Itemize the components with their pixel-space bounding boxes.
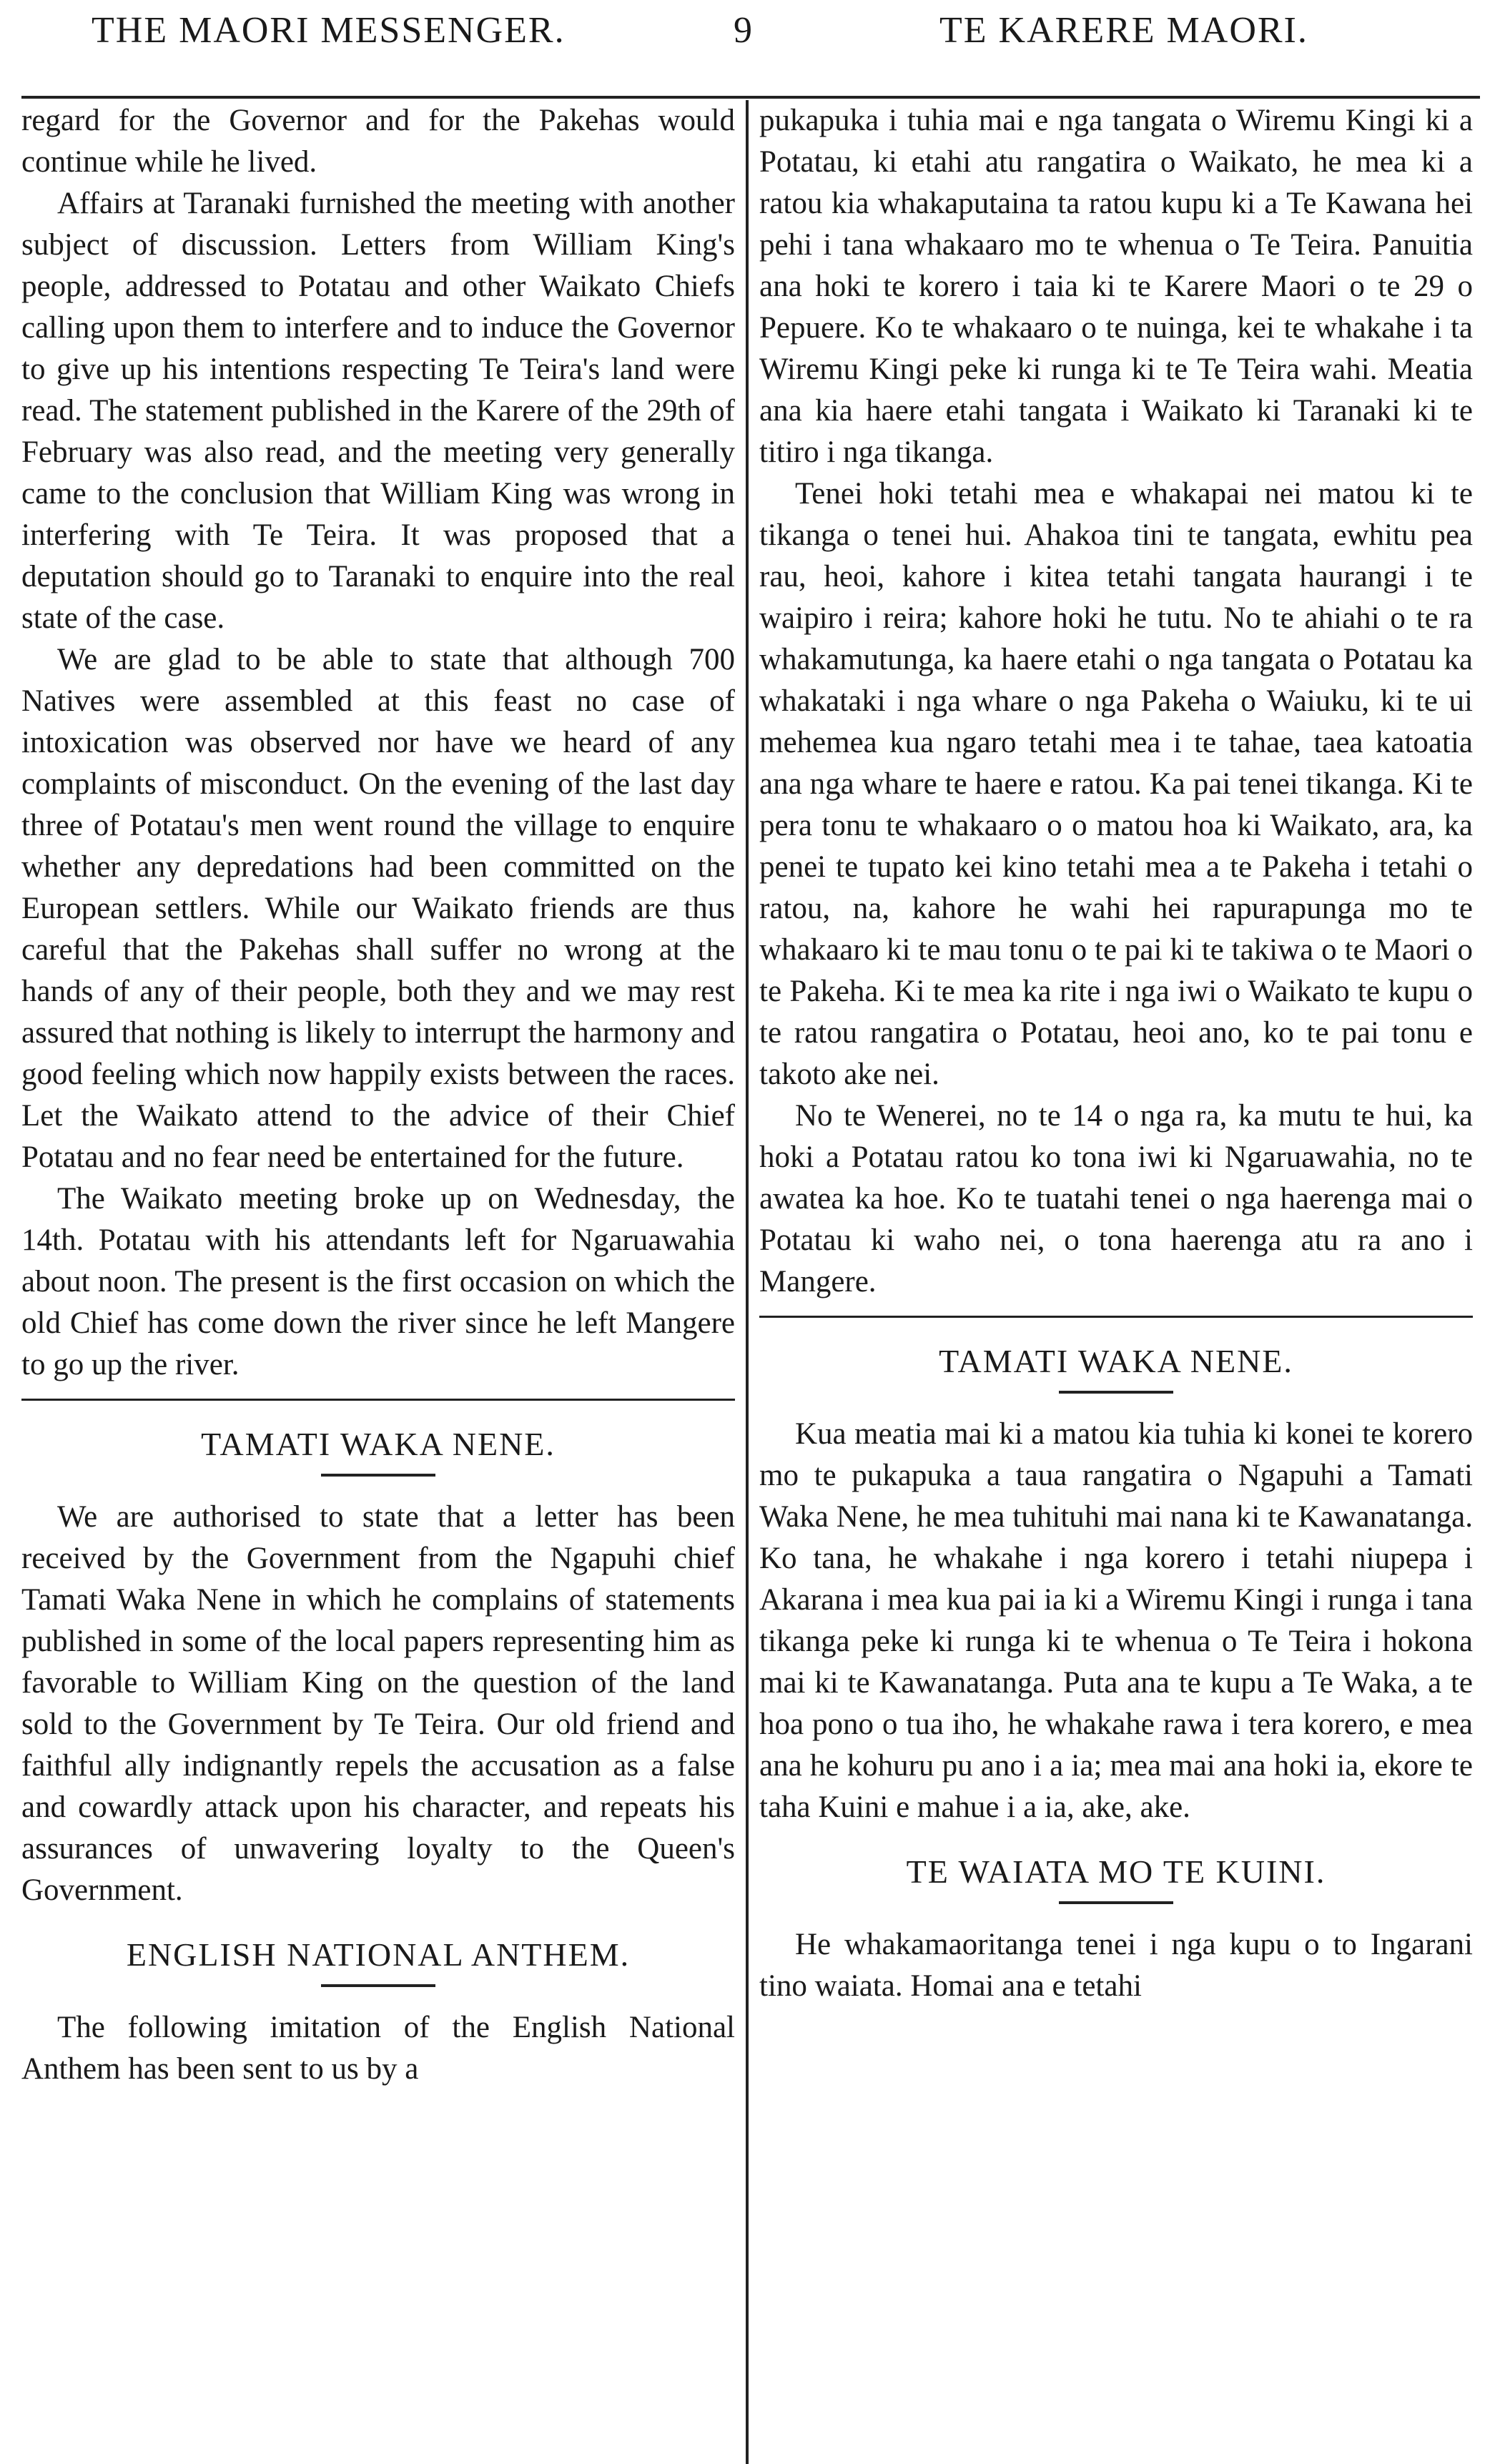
maori-column [759, 100, 1473, 2007]
paragraph-taranaki: Affairs at Taranaki furnished the meeting with another subject of discussion. Letters from William King's people, addressed to Potatau and other Waikato Chiefs calling upon them to interfere and to induce the Governor to give up his intentions respecting Te Teira's land were read. The statement published in the Karere of the 29th of February was also read, and the meeting very generally came to the conclusion that William King was wrong in interfering with Te Teira. It was proposed that a deputation should go to Taranaki to enquire into the real state of the case. [21, 187, 735, 635]
paragraph-anthem-intro: The following imitation of the English National Anthem has been sent to us by a [21, 2011, 735, 2086]
heading-national-anthem: ENGLISH NATIONAL ANTHEM. [126, 1936, 631, 1973]
paragraph-waka-nene-letter: We are authorised to state that a letter has been received by the Government from the Ngapuhi chief Tamati Waka Nene in which he complains of statements published in some of the local papers representing him as favorable to William King on the question of the land sold to the Government by Te Teira. Our old friend and faithful ally indignantly repels the accusation as a false and cowardly attack upon his character, and repeats his assurances of unwavering loyalty to the Queen's Government. [21, 1500, 735, 1907]
english-column [21, 100, 735, 2090]
masthead-english-title: THE MAORI MESSENGER. [92, 10, 566, 51]
paragraph-no-te-wenerei: No te Wenerei, no te 14 o nga ra, ka mutu te hui, ka hoki a Potatau ratou ko tona iwi ki Ngaruawahia, no te awatea ka hoe. Ko te tuatahi tenei o nga haerenga mai o Potatau ki waho nei, o tona haerenga atu ra ano i Mangere. [759, 1099, 1473, 1298]
section-rule [759, 1316, 1473, 1318]
masthead-rule [21, 96, 1480, 99]
paragraph-whakamaoritanga: He whakamaoritanga tenei i nga kupu o to Ingarani tino waiata. Homai ana e tetahi [759, 1928, 1473, 2003]
heading-underline [321, 1474, 435, 1477]
paragraph-tenei-hoki: Tenei hoki tetahi mea e whakapai nei matou ki te tikanga o tenei hui. Ahakoa tini te tangata, ewhitu pea rau, heoi, kahore i kitea tetahi tangata haurangi i te waipiro i reira; kahore hoki he tutu. No te ahiahi o te ra whakamutunga, ka haere etahi o nga tangata o Potatau ka whakataki i nga whare o nga Pakeha o Waiuku, ki te ui mehemea kua ngaro tetahi mea i te tahae, taea katoatia ana nga whare te haere e ratou. Ka pai tenei tikanga. Ki te pera tonu te whakaaro o o matou hoa ki Waikato, ara, ka penei te tupato kei kino tetahi mea a te Pakeha i tetahi o ratou, na, kahore he wahi hei rapurapunga mo te whakaaro ki te mau tonu o te pai ki te takiwa o te Maori o te Pakeha. Ki te mea ka rite i nga iwi o Waikato te kupu o te ratou rangatira o Potatau, heoi ano, ko te pai tonu e takoto ake nei. [759, 477, 1473, 1091]
column-divider [746, 100, 749, 2464]
paragraph-meeting-ends: The Waikato meeting broke up on Wednesday, the 14th. Potatau with his attendants left for Ngaruawahia about noon. The present is the first occasion on which the old Chief has come down the river since he left Mangere to go up the river. [21, 1182, 735, 1381]
paragraph-continued: regard for the Governor and for the Pakehas would continue while he lived. [21, 104, 735, 179]
heading-te-waiata: TE WAIATA MO TE KUINI. [906, 1853, 1326, 1890]
section-rule [21, 1399, 735, 1401]
page-number: 9 [734, 10, 754, 51]
paragraph-kua-meatia: Kua meatia mai ki a matou kia tuhia ki konei te korero mo te pukapuka a taua rangatira o Ngapuhi a Tamati Waka Nene, he mea tuhituhi mai nana ki te Kawanatanga. Ko tana, he whakahe i nga korero i tetahi niupepa i Akarana i mea kua pai ia ki a Wiremu Kingi i runga i tana tikanga peke ki runga ki te whenua o Te Teira i hokona mai ki te Kawanatanga. Puta ana te kupu a Te Waka, a te hoa pono o tua iho, he whakahe rawa i tera korero, e mea ana he kohuru pu ano i a ia; mea mai ana hoki ia, ekore te taha Kuini e mahue i a ia, ake, ake. [759, 1417, 1473, 1824]
heading-tamati-waka-nene: TAMATI WAKA NENE. [939, 1343, 1293, 1379]
heading-underline [321, 1984, 435, 1987]
heading-underline [1059, 1901, 1173, 1904]
masthead-maori-title: TE KARERE MAORI. [939, 10, 1308, 51]
paragraph-no-intoxication: We are glad to be able to state that although 700 Natives were assembled at this feast no case of intoxication was observed nor have we heard of any complaints of misconduct. On the evening of the last day three of Potatau's men went round the village to enquire whether any depredations had been committed on the European settlers. While our Waikato friends are thus careful that the Pakehas shall suffer no wrong at the hands of any of their people, both they and we may rest assured that nothing is likely to interrupt the harmony and good feeling which now happily exists between the races. Let the Waikato attend to the advice of their Chief Potatau and no fear need be entertained for the future. [21, 643, 735, 1174]
heading-tamati-waka-nene: TAMATI WAKA NENE. [201, 1426, 556, 1462]
paragraph-continued: pukapuka i tuhia mai e nga tangata o Wiremu Kingi ki a Potatau, ki etahi atu rangatira o Waikato, he mea ki a ratou kia whakaputaina ta ratou kupu ki a Te Kawana hei pehi i tana whakaaro mo te whenua o Te Teira. Panuitia ana hoki te korero i taia ki te Karere Maori o te 29 o Pepuere. Ko te whakaaro o te nuinga, kei te whakahe i ta Wiremu Kingi peke ki runga ki te Te Teira wahi. Meatia ana kia haere etahi tangata i Waikato ki Taranaki ki te titiro i nga tikanga. [759, 104, 1473, 469]
heading-underline [1059, 1391, 1173, 1394]
